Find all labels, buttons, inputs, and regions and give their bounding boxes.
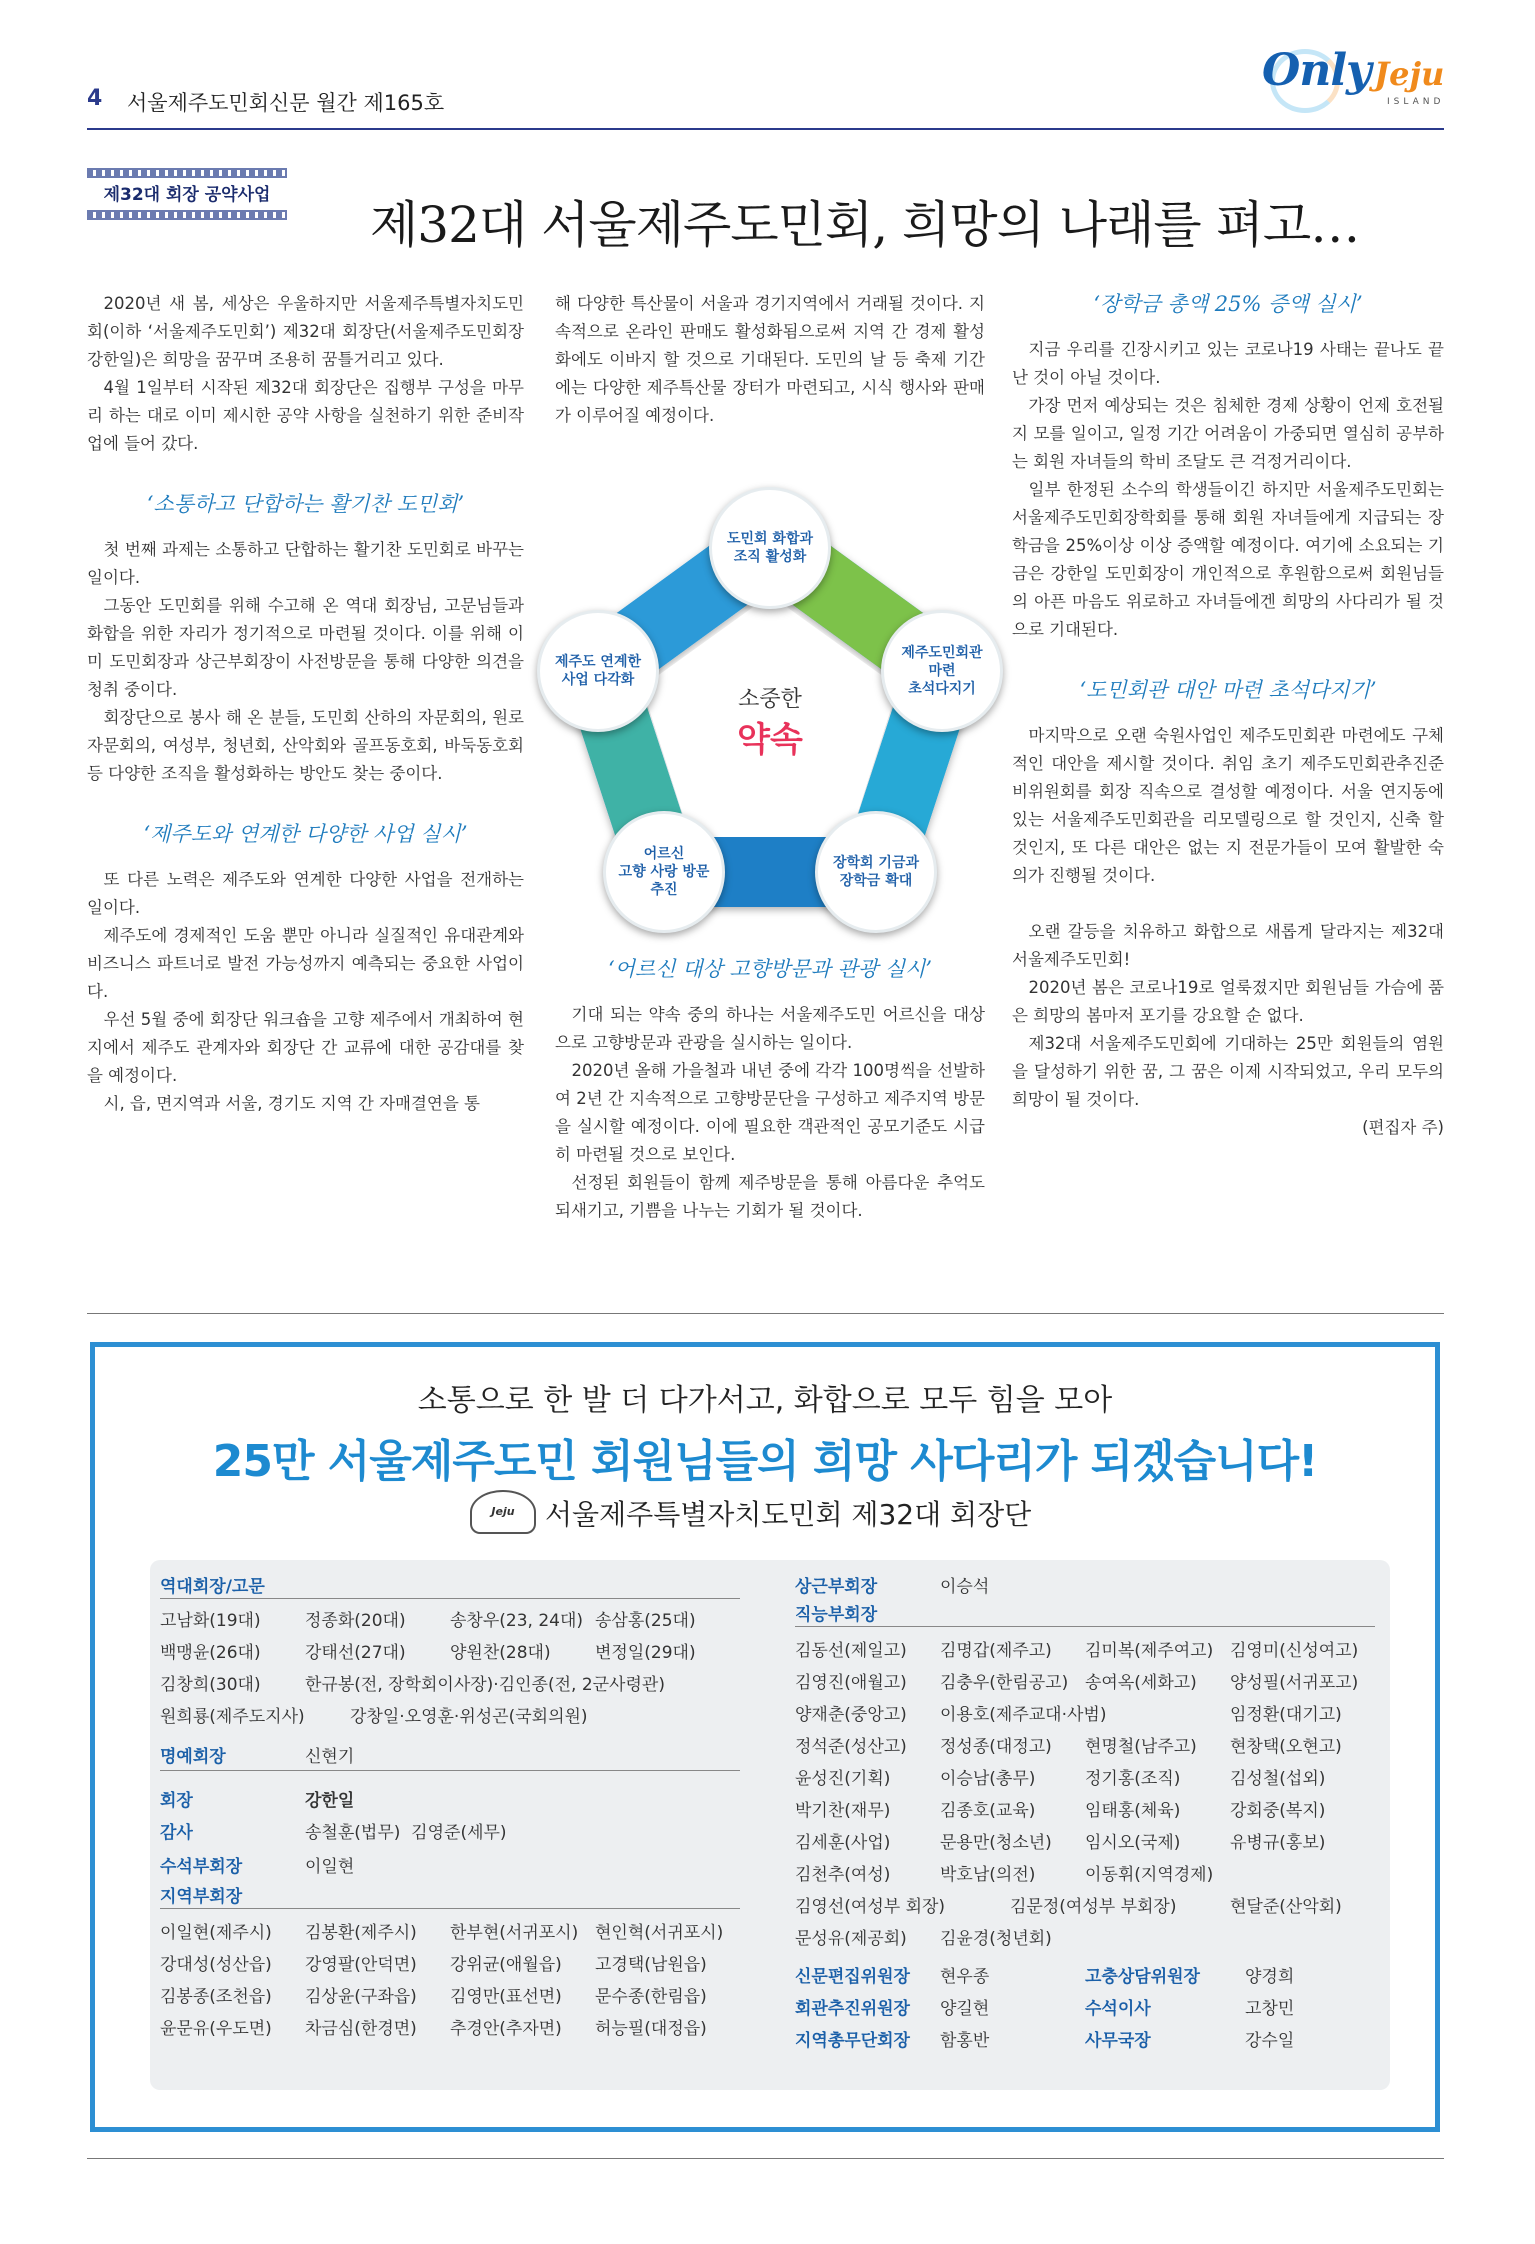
slogan-line-2: 25만 서울제주도민 회원님들의 희망 사다리가 되겠습니다! (212, 1436, 1318, 1487)
roster-name: 이용호(제주교대·사범) (940, 1705, 1107, 1725)
article-column-2 (555, 290, 985, 430)
section-divider (87, 1313, 1444, 1314)
roster-name: 고남화(19대) (160, 1611, 261, 1631)
roster-name: 김성철(섭외) (1230, 1769, 1326, 1789)
roster-name: 양원찬(28대) (450, 1643, 551, 1663)
roster-name: 임태홍(체육) (1085, 1801, 1181, 1821)
slogan-line-1: 소통으로 한 발 더 다가서고, 화합으로 모두 힘을 모아 (417, 1383, 1113, 1418)
roster-name: 신현기 (305, 1747, 355, 1767)
headline: 제32대 서울제주도민회, 희망의 나래를 펴고… (370, 196, 1360, 254)
subheading: ‘제주도와 연계한 다양한 사업 실시’ (143, 822, 468, 846)
roster-name: 유병규(홍보) (1230, 1833, 1326, 1853)
roster-heading: 수석이사 (1085, 1999, 1151, 2019)
roster-name: 강수일 (1245, 2031, 1295, 2051)
roster-name: 김영미(신성여고) (1230, 1641, 1359, 1661)
roster-name: 김천추(여성) (795, 1865, 891, 1885)
paragraph: 4월 1일부터 시작된 제32대 회장단은 집행부 구성을 마무리 하는 대로 이미 제시한 공약 사항을 실천하기 위한 준비작업에 들어 갔다. (87, 378, 524, 453)
roster-name: 차금심(한경면) (305, 2019, 417, 2039)
roster-name: 강회중(복지) (1230, 1801, 1326, 1821)
roster-name: 이동휘(지역경제) (1085, 1865, 1214, 1885)
roster-heading: 신문편집위원장 (795, 1967, 910, 1987)
only-jeju-logo (1262, 45, 1447, 115)
paragraph: 일부 한정된 소수의 학생들이긴 하지만 서울제주도민회는 서울제주도민회장학회를 통해 회원 자녀들에게 지급되는 장학금을 25%이상 이상 증액할 예정이다. 여기에 소요되는 기금은 강한일 도민회장이 개인적으로 후원함으로써 회원님들의 아픈 마음도 위로하고 자녀들에겐 희망의 사다리가 될 것으로 기대된다. (1012, 480, 1444, 639)
paragraph: 제32대 서울제주도민회에 기대하는 25만 회원들의 염원을 달성하기 위한 꿈, 그 꿈은 이제 시작되었고, 우리 모두의 희망이 될 것이다. (1012, 1034, 1444, 1109)
roster-heading: 상근부회장 (795, 1577, 878, 1597)
roster-name: 김창희(30대) (160, 1675, 261, 1695)
roster-name: 김충우(한림공고) (940, 1673, 1069, 1693)
paragraph: 가장 먼저 예상되는 것은 침체한 경제 상황이 언제 호전될지 모를 일이고, 일정 기간 어려움이 가중되면 열심히 공부하는 회원 자녀들의 학비 조달도 큰 걱정거리이다. (1012, 396, 1444, 471)
roster-heading: 감사 (160, 1823, 193, 1843)
roster-name: 윤문유(우도면) (160, 2019, 272, 2039)
subheading: ‘장학금 총액 25% 증액 실시’ (1093, 292, 1363, 316)
roster-name: 김상윤(구좌읍) (305, 1987, 417, 2007)
roster-name: 이일현(제주시) (160, 1923, 272, 1943)
roster-heading: 수석부회장 (160, 1857, 243, 1877)
editor-credit: (편집자 주) (1362, 1118, 1444, 1137)
roster-name: 박기찬(재무) (795, 1801, 891, 1821)
roster-name: 원희룡(제주도지사) (160, 1707, 305, 1727)
roster-rule (795, 1626, 1375, 1627)
roster-name: 현명철(남주고) (1085, 1737, 1197, 1757)
greek-border-top (87, 168, 287, 178)
section-tag: 제32대 회장 공약사업 (103, 185, 271, 205)
roster-name: 임정환(대기고) (1230, 1705, 1342, 1725)
paragraph: 해 다양한 특산물이 서울과 경기지역에서 거래될 것이다. 지속적으로 온라인 판매도 활성화됨으로써 지역 간 경제 활성화에도 이바지 할 것으로 기대된다. 도민의 날 등 축제 기간에는 다양한 제주특산물 장터가 마련되고, 시식 행사와 판매가 이루어질 예정이다. (555, 294, 985, 425)
article-column-3 (1012, 290, 1444, 1142)
subheading: ‘도민회관 대안 마련 초석다지기’ (1079, 678, 1377, 702)
roster-name: 김문정(여성부 부회장) (1010, 1897, 1177, 1917)
node-jeju-business: 제주도 연계한 사업 다각화 (537, 610, 659, 732)
roster-name: 윤성진(기획) (795, 1769, 891, 1789)
logo-jeju-text: Jeju (1374, 55, 1445, 93)
roster-name: 이일현 (305, 1857, 355, 1877)
pentagon-diagram (554, 515, 983, 935)
paragraph: 또 다른 노력은 제주도와 연계한 다양한 사업을 전개하는 일이다. (87, 870, 524, 917)
roster-name: 이승석 (940, 1577, 990, 1597)
roster-heading: 직능부회장 (795, 1605, 878, 1625)
roster-name: 양길현 (940, 1999, 990, 2019)
org-emblem-icon: Jeju (470, 1490, 536, 1534)
roster-name: 현우종 (940, 1967, 990, 1987)
roster-name: 임시오(국제) (1085, 1833, 1181, 1853)
roster-heading: 역대회장/고문 (160, 1577, 265, 1597)
roster-name: 강태선(27대) (305, 1643, 406, 1663)
roster-name: 김봉종(조천읍) (160, 1987, 272, 2007)
node-hall: 제주도민회관 마련 초석다지기 (881, 610, 1003, 732)
roster-name: 김명갑(제주고) (940, 1641, 1052, 1661)
center-label-small: 소중한 (738, 687, 802, 712)
node-scholarship: 장학회 기금과 장학금 확대 (815, 811, 937, 933)
roster-name: 추경안(추자면) (450, 2019, 562, 2039)
paragraph: 우선 5월 중에 회장단 워크숍을 고향 제주에서 개최하여 현지에서 제주도 관계자와 회장단 간 교류에 대한 공감대를 찾을 예정이다. (87, 1010, 524, 1085)
roster-name: 현인혁(서귀포시) (595, 1923, 724, 1943)
paragraph: 선정된 회원들이 함께 제주방문을 통해 아름다운 추억도 되새기고, 기쁨을 나누는 기회가 될 것이다. (555, 1173, 985, 1220)
paragraph: 2020년 올해 가을철과 내년 중에 각각 100명씩을 선발하여 2년 간 지속적으로 고향방문단을 구성하고 제주지역 방문을 실시할 예정이다. 이에 필요한 객관적인 공모기준도 시급히 마련될 것으로 보인다. (555, 1061, 985, 1164)
paragraph: 오랜 갈등을 치유하고 화합으로 새롭게 달라지는 제32대 서울제주도민회! (1012, 922, 1444, 969)
paragraph: 기대 되는 약속 중의 하나는 서울제주도민 어르신을 대상으로 고향방문과 관광을 실시하는 일이다. (555, 1005, 985, 1052)
center-label-big: 약속 (737, 720, 803, 760)
roster-name: 김영진(애월고) (795, 1673, 907, 1693)
roster-heading: 지역부회장 (160, 1887, 243, 1907)
roster-name: 문용만(청소년) (940, 1833, 1052, 1853)
article-column-1 (87, 290, 524, 1118)
roster-name: 백맹윤(26대) (160, 1643, 261, 1663)
roster-name: 한규봉(전, 장학회이사장)·김인종(전, 2군사령관) (305, 1675, 665, 1695)
roster-heading: 회관추진위원장 (795, 1999, 910, 2019)
roster-name: 문성유(제공회) (795, 1929, 907, 1949)
paragraph: 지금 우리를 긴장시키고 있는 코로나19 사태는 끝나도 끝난 것이 아닐 것이다. (1012, 340, 1444, 387)
roster-name: 김봉환(제주시) (305, 1923, 417, 1943)
roster-heading: 고충상담위원장 (1085, 1967, 1200, 1987)
logo-island-text: ISLAND (1387, 97, 1445, 107)
roster-name: 정석준(성산고) (795, 1737, 907, 1757)
roster-name: 강창일·오영훈·위성곤(국회의원) (350, 1707, 588, 1727)
paragraph: 그동안 도민회를 위해 수고해 온 역대 회장님, 고문님들과 화합을 위한 자리가 정기적으로 마련될 것이다. 이를 위해 이미 도민회장과 상근부회장이 사전방문을 통해 다양한 의견을 청취 중이다. (87, 596, 524, 699)
roster-name: 김미복(제주여고) (1085, 1641, 1214, 1661)
roster-name: 강영팔(안덕면) (305, 1955, 417, 1975)
roster-rule (160, 1908, 740, 1909)
paragraph: 시, 읍, 면지역과 서울, 경기도 지역 간 자매결연을 통 (103, 1094, 480, 1113)
paragraph: 첫 번째 과제는 소통하고 단합하는 활기찬 도민회로 바꾸는 일이다. (87, 540, 524, 587)
article-column-2-bottom (555, 955, 985, 1225)
org-title: 서울제주특별자치도민회 제32대 회장단 (545, 1498, 1032, 1531)
roster-name: 고경택(남원읍) (595, 1955, 707, 1975)
roster-name: 현창택(오현고) (1230, 1737, 1342, 1757)
roster-name: 정종화(20대) (305, 1611, 406, 1631)
roster-name: 현달준(산악회) (1230, 1897, 1342, 1917)
roster-name: 김세훈(사업) (795, 1833, 891, 1853)
roster-name: 이승남(총무) (940, 1769, 1036, 1789)
newspaper-title: 서울제주도민회신문 월간 제165호 (127, 91, 445, 115)
roster-name: 정기홍(조직) (1085, 1769, 1181, 1789)
roster-name: 고창민 (1245, 1999, 1295, 2019)
roster-name: 송창우(23, 24대) (450, 1611, 584, 1631)
roster-name: 강한일 (305, 1791, 355, 1811)
page-number: 4 (87, 86, 103, 111)
roster-name: 김종호(교육) (940, 1801, 1036, 1821)
roster-name: 김영만(표선면) (450, 1987, 562, 2007)
roster-name: 송삼홍(25대) (595, 1611, 696, 1631)
roster-heading: 명예회장 (160, 1747, 226, 1767)
logo-only-text: Only (1262, 45, 1371, 96)
roster-name: 김동선(제일고) (795, 1641, 907, 1661)
roster-heading: 지역총무단회장 (795, 2031, 910, 2051)
node-elders: 어르신 고향 사랑 방문 추진 (603, 811, 725, 933)
roster-heading: 사무국장 (1085, 2031, 1151, 2051)
roster-name: 송여옥(세화고) (1085, 1673, 1197, 1693)
roster-name: 함홍반 (940, 2031, 990, 2051)
node-harmony: 도민회 화합과 조직 활성화 (709, 487, 831, 609)
header-rule (87, 128, 1444, 130)
roster-rule (160, 1770, 740, 1771)
subheading: ‘소통하고 단합하는 활기찬 도민회’ (146, 492, 465, 516)
roster-name: 양경희 (1245, 1967, 1295, 1987)
roster-name: 양재춘(중앙고) (795, 1705, 907, 1725)
roster-name: 강위균(애월읍) (450, 1955, 562, 1975)
roster-name: 한부현(서귀포시) (450, 1923, 579, 1943)
roster-heading: 회장 (160, 1791, 193, 1811)
roster-name: 김영선(여성부 회장) (795, 1897, 946, 1917)
paragraph: 2020년 새 봄, 세상은 우울하지만 서울제주특별자치도민회(이하 ‘서울제주도민회’) 제32대 회장단(서울제주도민회장 강한일)은 희망을 꿈꾸며 조용히 꿈틀거리고 있다. (87, 294, 524, 369)
roster-name: 송철훈(법무) 김영준(세무) (305, 1823, 507, 1843)
footer-rule (87, 2158, 1444, 2159)
greek-border-bottom (87, 210, 287, 220)
roster-name: 강대성(성산읍) (160, 1955, 272, 1975)
roster-name: 정성종(대정고) (940, 1737, 1052, 1757)
roster-name: 김윤경(청년회) (940, 1929, 1052, 1949)
paragraph: 2020년 봄은 코로나19로 얼룩졌지만 회원님들 가슴에 품은 희망의 봄마저 포기를 강요할 순 없다. (1012, 978, 1444, 1025)
roster-name: 허능필(대정읍) (595, 2019, 707, 2039)
roster-name: 문수종(한림읍) (595, 1987, 707, 2007)
subheading: ‘어르신 대상 고향방문과 관광 실시’ (607, 957, 933, 981)
paragraph: 제주도에 경제적인 도움 뿐만 아니라 실질적인 유대관계와 비즈니스 파트너로 발전 가능성까지 예측되는 중요한 사업이다. (87, 926, 524, 1001)
roster-name: 변정일(29대) (595, 1643, 696, 1663)
roster-panel (150, 1560, 1390, 2090)
roster-name: 박호남(의전) (940, 1865, 1036, 1885)
roster-rule (160, 1598, 740, 1599)
paragraph: 마지막으로 오랜 숙원사업인 제주도민회관 마련에도 구체적인 대안을 제시할 것이다. 취임 초기 제주도민회관추진준비위원회를 회장 직속으로 결성할 예정이다. 서울 연지동에 있는 서울제주도민회관을 리모델링으로 할 것인지, 신축 할 것인지, 또 다른 대안은 없는 지 전문가들이 모여 활발한 숙의가 진행될 것이다. (1012, 726, 1444, 885)
paragraph: 회장단으로 봉사 해 온 분들, 도민회 산하의 자문회의, 원로자문회의, 여성부, 청년회, 산악회와 골프동호회, 바둑동호회 등 다양한 조직을 활성화하는 방안도 찾는 중이다. (87, 708, 524, 783)
roster-name: 양성필(서귀포고) (1230, 1673, 1359, 1693)
